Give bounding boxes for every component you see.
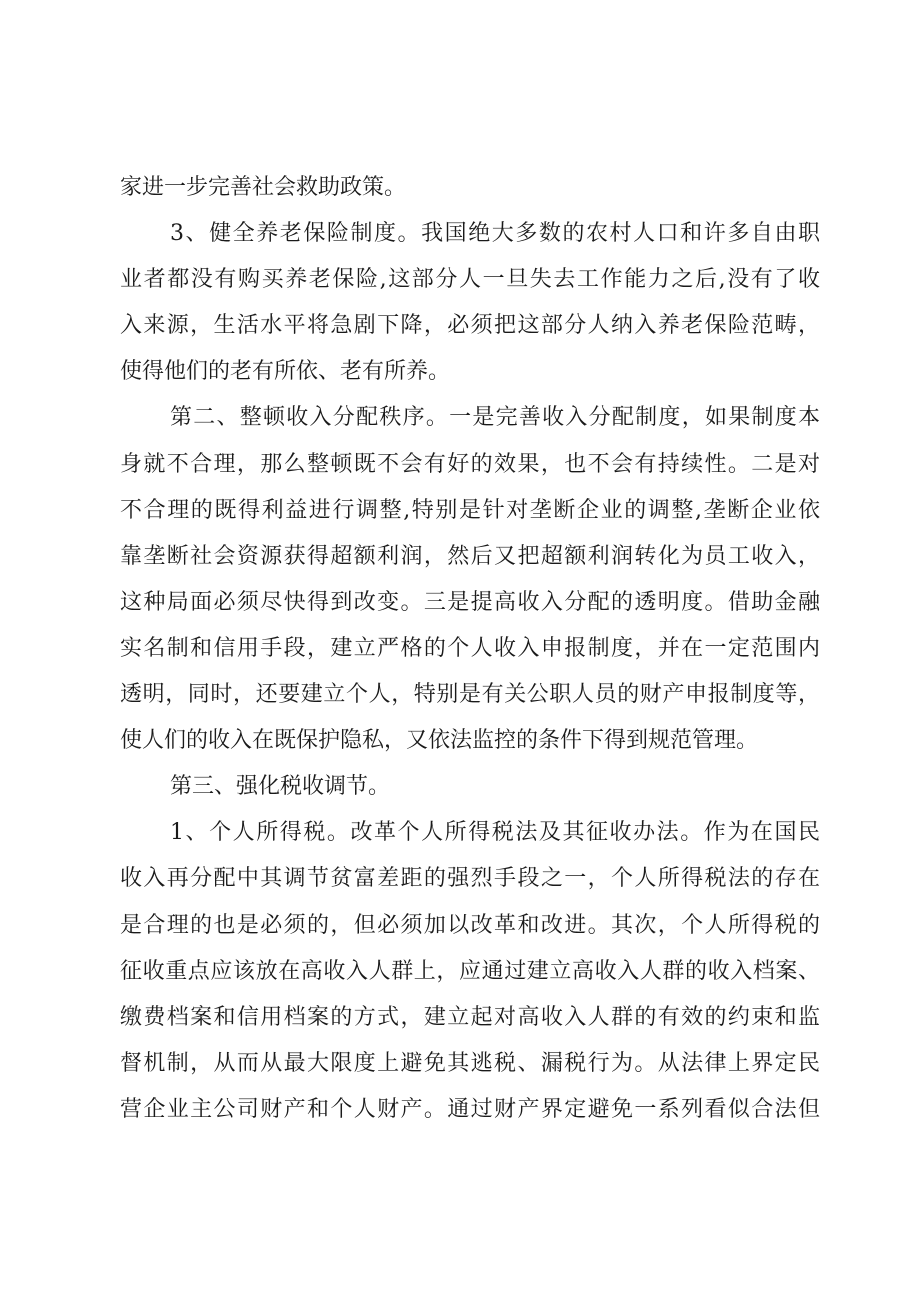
text-line: 3、健全养老保险制度。我国绝大多数的农村人口和许多自由职 xyxy=(170,221,820,247)
text-line: 实名制和信用手段，建立严格的个人收入申报制度，并在一定范围内 xyxy=(120,635,820,661)
text-line: 身就不合理，那么整顿既不会有好的效果，也不会有持续性。二是对 xyxy=(120,451,820,477)
text-line: 第二、整顿收入分配秩序。一是完善收入分配制度，如果制度本 xyxy=(170,405,820,431)
paragraph-personal-income-tax xyxy=(120,810,820,1133)
paragraph-continuation xyxy=(120,165,820,211)
text-line: 家进一步完善社会救助政策。 xyxy=(120,175,407,200)
text-line: 缴费档案和信用档案的方式，建立起对高收入人群的有效的约束和监 xyxy=(120,1004,820,1030)
paragraph-pension-insurance xyxy=(120,211,820,395)
text-line: 征收重点应该放在高收入人群上，应通过建立高收入人群的收入档案、 xyxy=(120,958,820,984)
document-page xyxy=(120,165,820,1133)
text-line: 不合理的既得利益进行调整,特别是针对垄断企业的调整,垄断企业依 xyxy=(120,497,820,523)
text-line: 是合理的也是必须的，但必须加以改革和改进。其次，个人所得税的 xyxy=(120,912,820,938)
text-line: 业者都没有购买养老保险,这部分人一旦失去工作能力之后,没有了收 xyxy=(120,267,820,293)
text-line: 透明，同时，还要建立个人，特别是有关公职人员的财产申报制度等， xyxy=(120,682,820,708)
text-line: 使得他们的老有所依、老有所养。 xyxy=(120,359,451,385)
text-line: 收入再分配中其调节贫富差距的强烈手段之一，个人所得税法的存在 xyxy=(120,866,820,892)
text-line: 使人们的收入在既保护隐私，又依法监控的条件下得到规范管理。 xyxy=(120,728,759,754)
text-line: 入来源，生活水平将急剧下降，必须把这部分人纳入养老保险范畴， xyxy=(120,313,820,339)
paragraph-income-distribution-order xyxy=(120,395,820,764)
text-line: 1、个人所得税。改革个人所得税法及其征收办法。作为在国民 xyxy=(170,820,820,846)
text-line: 督机制，从而从最大限度上避免其逃税、漏税行为。从法律上界定民 xyxy=(120,1050,820,1076)
text-line: 营企业主公司财产和个人财产。通过财产界定避免一系列看似合法但 xyxy=(120,1096,820,1122)
text-line: 靠垄断社会资源获得超额利润，然后又把超额利润转化为员工收入， xyxy=(120,543,820,569)
text-line: 第三、强化税收调节。 xyxy=(170,774,391,800)
text-line: 这种局面必须尽快得到改变。三是提高收入分配的透明度。借助金融 xyxy=(120,589,820,615)
paragraph-tax-heading xyxy=(120,764,820,810)
